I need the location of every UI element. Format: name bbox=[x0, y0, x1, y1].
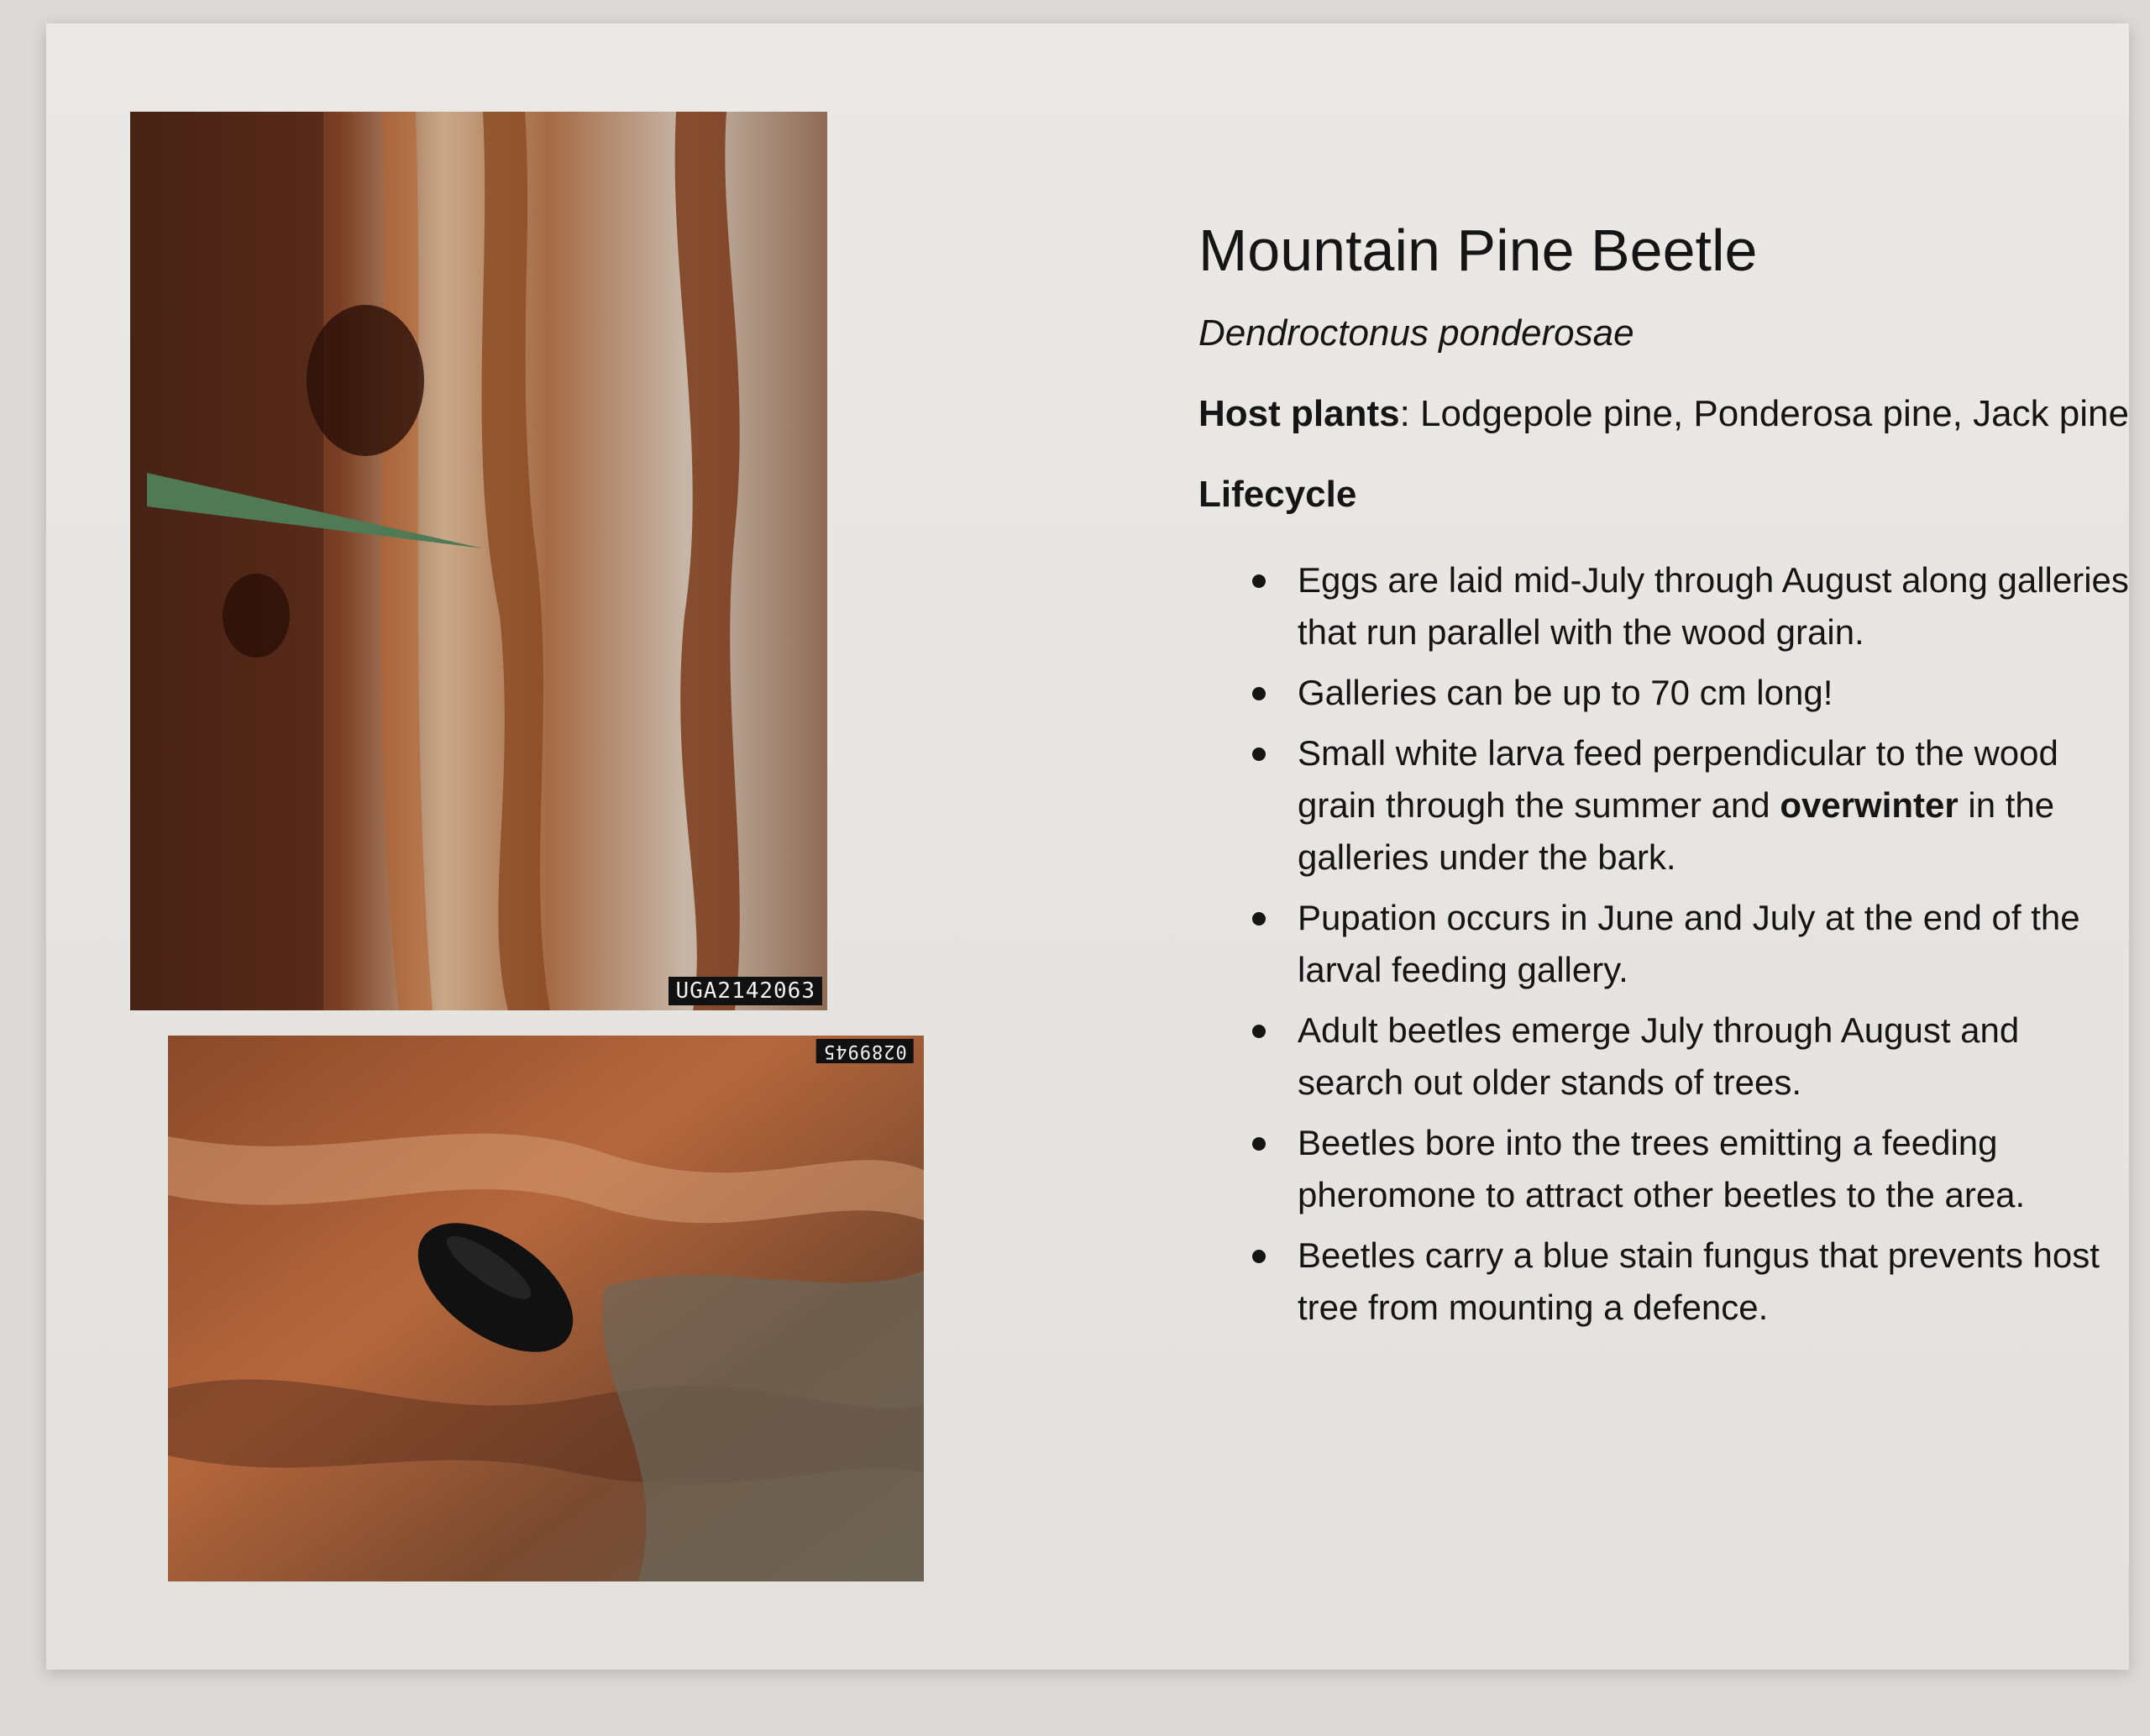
lifecycle-item bbox=[1252, 1004, 2131, 1109]
lifecycle-heading: Lifecycle bbox=[1198, 474, 1357, 515]
lifecycle-item-text: Pupation occurs in June and July at the end of the larval feeding gallery. bbox=[1298, 898, 2080, 989]
host-plants-value: : Lodgepole pine, Ponderosa pine, Jack pine bbox=[1399, 393, 2129, 434]
lifecycle-item bbox=[1252, 554, 2131, 658]
bullet-icon bbox=[1252, 747, 1266, 761]
page-title: Mountain Pine Beetle bbox=[1198, 218, 1758, 283]
photo-credit-top: UGA2142063 bbox=[669, 977, 822, 1005]
lifecycle-item-text: Beetles bore into the trees emitting a feeding pheromone to attract other beetles to the area. bbox=[1298, 1123, 2026, 1214]
lifecycle-item bbox=[1252, 1230, 2131, 1334]
bullet-icon bbox=[1252, 1250, 1266, 1263]
lifecycle-item-text-pre: Small white larva feed perpendicular to the wood grain through the summer and bbox=[1298, 733, 2058, 825]
lifecycle-item-text-post: in the galleries under the bark. bbox=[1298, 785, 2055, 877]
lifecycle-item bbox=[1252, 727, 2131, 884]
bullet-icon bbox=[1252, 1137, 1266, 1151]
photo-credit-bottom: 0289945 bbox=[816, 1039, 914, 1063]
lifecycle-list bbox=[1198, 554, 2131, 1334]
lifecycle-item-text: Adult beetles emerge July through August and search out older stands of trees. bbox=[1298, 1010, 2020, 1102]
lifecycle-item bbox=[1252, 1117, 2131, 1221]
bullet-icon bbox=[1252, 687, 1266, 700]
bullet-icon bbox=[1252, 912, 1266, 926]
host-plants-label: Host plants bbox=[1198, 393, 1400, 434]
lifecycle-item bbox=[1252, 667, 2131, 719]
bullet-icon bbox=[1252, 574, 1266, 588]
beetle-on-bark-image bbox=[168, 1036, 924, 1581]
display-board bbox=[46, 24, 2129, 1670]
lifecycle-item-text-bold: overwinter bbox=[1780, 785, 1959, 825]
info-panel bbox=[1198, 217, 2131, 1342]
bullet-icon bbox=[1252, 1025, 1266, 1038]
lifecycle-item bbox=[1252, 892, 2131, 996]
host-plants bbox=[1198, 388, 2131, 440]
lifecycle-item-text: Eggs are laid mid-July through August along galleries that run parallel with the wood grain. bbox=[1298, 560, 2129, 652]
lifecycle-item-text: Galleries can be up to 70 cm long! bbox=[1298, 673, 1833, 712]
bark-galleries-image bbox=[130, 112, 827, 1010]
bark-galleries-photo bbox=[130, 112, 827, 1010]
lifecycle-item-text: Beetles carry a blue stain fungus that prevents host tree from mounting a defence. bbox=[1298, 1235, 2100, 1327]
scientific-name: Dendroctonus ponderosae bbox=[1198, 312, 1634, 354]
beetle-photo bbox=[168, 1036, 924, 1581]
